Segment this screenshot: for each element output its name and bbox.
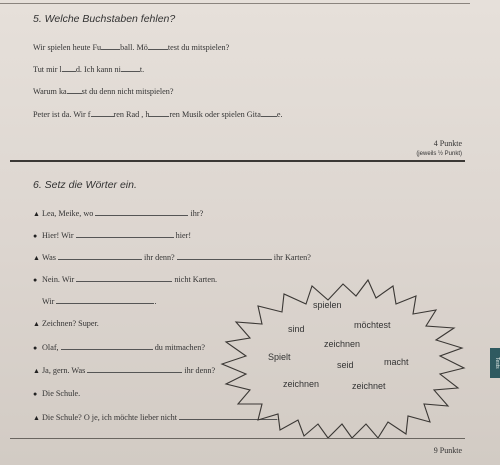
word-bank-starburst bbox=[218, 276, 468, 441]
exercise-5-line-1: Wir spielen heute Fu ball. Mö test du mitspielen? bbox=[33, 43, 230, 52]
blank[interactable] bbox=[67, 86, 82, 94]
exercise-5-line-3: Warum ka st du denn nicht mitspielen? bbox=[33, 87, 174, 96]
word-bank-item: zeichnen bbox=[324, 339, 361, 349]
exercise-5-points bbox=[416, 139, 462, 157]
exercise-6-title: 6. Setz die Wörter ein. bbox=[33, 179, 137, 191]
exercise-5-line-4: Peter ist da. Wir f ren Rad , h ren Musik oder spielen Gita e. bbox=[33, 110, 283, 119]
word-bank-item: möchtest bbox=[354, 320, 391, 330]
bottom-divider bbox=[10, 438, 465, 439]
word-bank-item: sind bbox=[288, 324, 305, 334]
blank[interactable] bbox=[177, 252, 272, 260]
dialogue-line: ▲ Lea, Meike, wo ihr? bbox=[33, 209, 204, 218]
word-bank-item: spielen bbox=[313, 300, 342, 310]
exercise-5-title: 5. Welche Buchstaben fehlen? bbox=[33, 13, 176, 25]
blank[interactable] bbox=[261, 109, 277, 117]
dialogue-line: ▲ Was ihr denn? ihr Karten? bbox=[33, 253, 311, 262]
word-bank-item: zeichnet bbox=[352, 381, 386, 391]
dialogue-line: ● Die Schule. bbox=[33, 389, 81, 398]
dialogue-line: ● Nein. Wir nicht Karten. bbox=[33, 275, 218, 284]
points-note: (jeweils ½ Punkt) bbox=[416, 151, 462, 157]
exercise-6-points: 9 Punkte bbox=[433, 446, 462, 455]
blank[interactable] bbox=[95, 208, 188, 216]
blank[interactable] bbox=[58, 252, 142, 260]
blank[interactable] bbox=[148, 42, 168, 50]
dialogue-line: ▲ Die Schule? O je, ich möchte lieber nicht . bbox=[33, 413, 280, 422]
dialogue-line: Wir . bbox=[42, 297, 157, 306]
word-bank-item: zeichnen bbox=[283, 379, 320, 389]
word-bank-item: macht bbox=[384, 357, 409, 367]
top-rule bbox=[0, 3, 470, 4]
blank[interactable] bbox=[62, 64, 76, 72]
blank[interactable] bbox=[101, 42, 120, 50]
blank[interactable] bbox=[149, 109, 169, 117]
dialogue-line: ▲ Zeichnen? Super. bbox=[33, 319, 99, 328]
blank[interactable] bbox=[76, 274, 172, 282]
exercise-5-line-2: Tut mir l d. Ich kann ni t. bbox=[33, 65, 145, 74]
side-tab: Tests bbox=[490, 348, 500, 378]
word-bank-item: Spielt bbox=[268, 352, 291, 362]
starburst-outline bbox=[222, 280, 464, 438]
dialogue-line: ▲ Ja, gern. Was ihr denn? bbox=[33, 366, 216, 375]
dialogue-line: ● Olaf, du mitmachen? bbox=[33, 343, 205, 352]
blank[interactable] bbox=[121, 64, 140, 72]
word-bank-item: seid bbox=[337, 360, 354, 370]
blank[interactable] bbox=[76, 230, 174, 238]
blank[interactable] bbox=[61, 342, 153, 350]
section-divider bbox=[10, 160, 465, 162]
dialogue-line: ● Hier! Wir hier! bbox=[33, 231, 192, 240]
blank[interactable] bbox=[56, 296, 154, 304]
points-label: 4 Punkte bbox=[433, 139, 462, 148]
blank[interactable] bbox=[91, 109, 114, 117]
blank[interactable] bbox=[87, 365, 182, 373]
